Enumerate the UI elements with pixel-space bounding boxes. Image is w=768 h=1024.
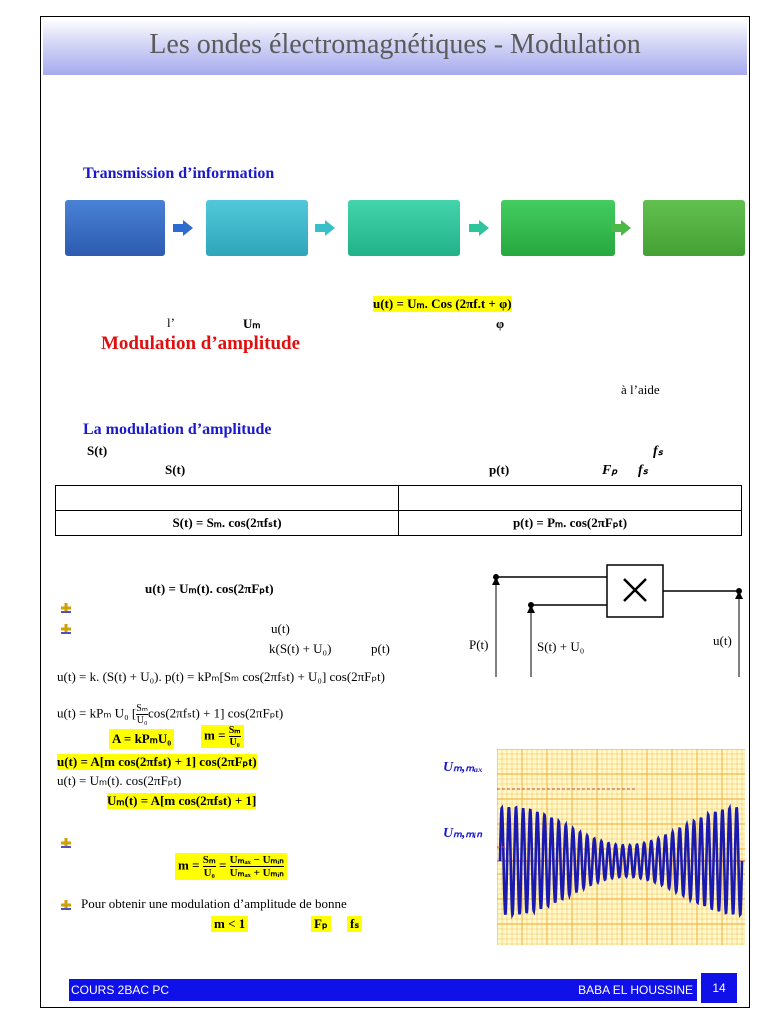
signal-p-label: p(t) (489, 462, 510, 477)
m-definition: m = $\frac{\text{Sₘ}}{\text{U₀}}$ (201, 725, 244, 748)
ut-label: u(t) (271, 621, 290, 636)
input-p-label: P(t) (469, 637, 489, 652)
section-transmission: Transmission d’information (83, 165, 275, 182)
signal-s-label: S(t) (87, 443, 108, 458)
table-cell-p-formula: p(t) = Pₘ. cos(2πFₚt) (399, 511, 742, 536)
text-fragment-phi: φ (496, 316, 505, 331)
text-fragment-um: Uₘ (243, 316, 261, 331)
equation-line-1: u(t) = k. (S(t) + U₀). p(t) = kPₘ[Sₘ cos(2πfₛt) + U₀] cos(2πFₚt) (57, 669, 385, 684)
footer-right: BABA EL HOUSSINE (578, 983, 693, 997)
equation-line-3: u(t) = A[m cos(2πfₛt) + 1] cos(2πFₚt) (57, 754, 257, 769)
fs-highlight: fₛ (347, 916, 362, 932)
equation-line-4: u(t) = Uₘ(t). cos(2πFₚt) (57, 773, 182, 788)
output-u-label: u(t) (713, 633, 732, 648)
m-formula: m = $\frac{\text{Sₘ}}{\text{U₀}}$ = Uₘₐₓ − Uₘᵢₙ Uₘₐₓ + Uₘᵢₙ (175, 853, 287, 880)
flow-block-3 (348, 200, 460, 256)
text-fragment-aide: à l’aide (621, 382, 660, 397)
flow-block-5 (643, 200, 745, 256)
arrow-right-icon (469, 220, 489, 236)
pt-label: p(t) (371, 641, 390, 656)
table-row (56, 511, 742, 536)
u-definition: u(t) = Uₘ(t). cos(2πFₚt) (145, 581, 274, 596)
section-la-modulation: La modulation d’amplitude (83, 421, 272, 438)
table-row (56, 486, 742, 511)
fs-label: fₛ (653, 444, 663, 459)
arrow-right-icon (173, 220, 193, 236)
fp-label: Fₚ (602, 463, 618, 478)
page-title: Les ondes électromagnétiques - Modulation (149, 29, 641, 60)
bullet-icon (59, 837, 73, 849)
arrow-right-icon (315, 220, 335, 236)
bullet-icon (59, 623, 73, 635)
flow-block-2 (206, 200, 308, 256)
footer-left: COURS 2BAC PC (71, 983, 170, 997)
equation-line-5: Uₘ(t) = A[m cos(2πfₛt) + 1] (107, 793, 257, 808)
document-page (40, 16, 750, 1008)
fs-label-2: fₛ (638, 463, 648, 478)
section-mod-amplitude: Modulation d’amplitude (101, 333, 301, 354)
flow-block-4 (501, 200, 615, 256)
um-min-label: Uₘ,ₘᵢₙ (443, 826, 483, 841)
good-modulation-text: Pour obtenir une modulation d’amplitude de bonne (81, 896, 347, 911)
m-less-than-one: m < 1 (211, 916, 248, 932)
flow-block-1 (65, 200, 165, 256)
um-max-label: Uₘ,ₘₐₓ (443, 760, 484, 775)
Fp-highlight: Fₚ (311, 916, 331, 932)
equation-line-2: u(t) = kPₘ U₀ [ $\frac{\text{Sₘ}}{\text{U₀}}$ cos(2πfₛt) + 1] cos(2πFₚt) (57, 703, 284, 726)
A-definition: A = kPₘU₀ (109, 729, 174, 749)
input-s-label: S(t) + U₀ (537, 639, 585, 654)
multiplier-diagram (491, 557, 751, 685)
table-cell-s-formula: S(t) = Sₘ. cos(2πfₛt) (56, 511, 399, 536)
title-bar (43, 19, 747, 75)
arrow-right-icon (611, 220, 631, 236)
signal-s-label-2: S(t) (165, 462, 186, 477)
signals-table (55, 485, 742, 536)
bullet-icon (59, 899, 73, 911)
page-number: 14 (701, 973, 737, 1003)
bullet-icon (59, 602, 73, 614)
k-expression: k(S(t) + U₀) (269, 641, 332, 656)
oscilloscope-screen (497, 749, 745, 945)
text-fragment-l: l’ (167, 315, 175, 330)
carrier-formula: u(t) = Uₘ. Cos (2πf.t + φ) (373, 296, 512, 311)
footer-bar (69, 979, 697, 1001)
